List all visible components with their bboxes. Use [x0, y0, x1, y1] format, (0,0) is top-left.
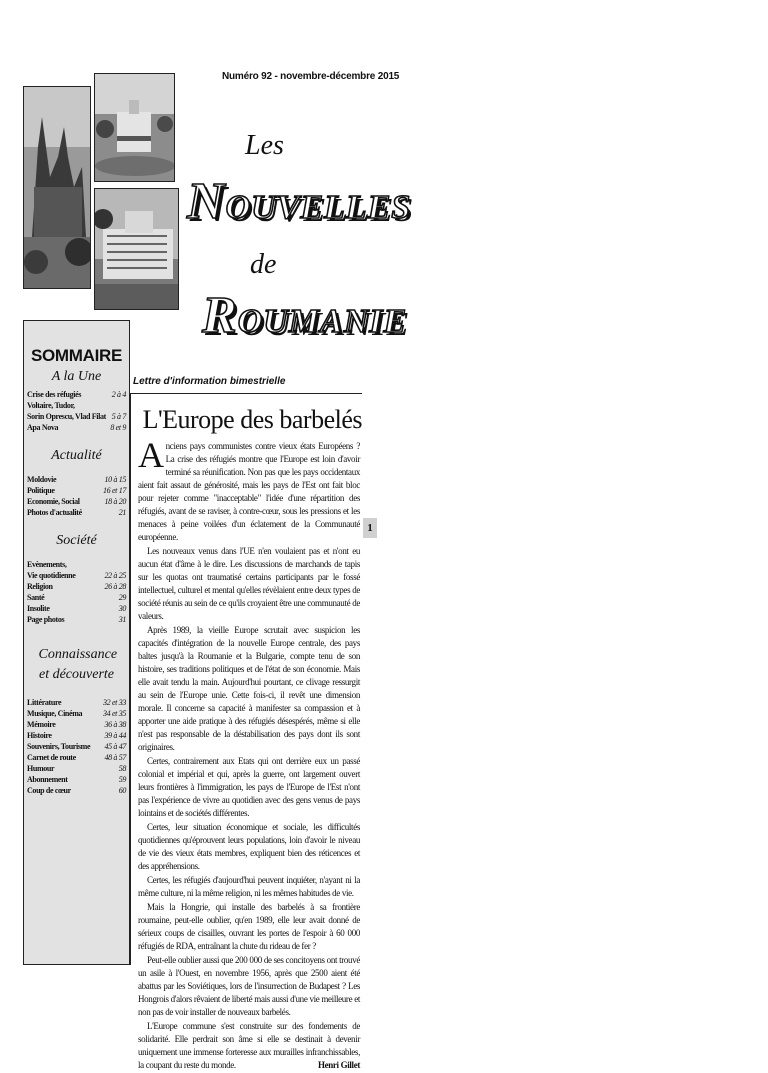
- article-paragraph: Certes, les réfugiés d'aujourd'hui peuvent inquiéter, n'ayant ni la même culture, ni la même religion, ni les mêmes habitudes de vie.: [138, 875, 360, 898]
- toc-item[interactable]: Crise des réfugiés 2 à 4: [27, 390, 126, 399]
- toc-item[interactable]: Histoire 39 à 44: [27, 731, 126, 740]
- toc-item[interactable]: Vie quotidienne 22 à 25: [27, 571, 126, 580]
- article-paragraph: Anciens pays communistes contre vieux états Européens ? La crise des réfugiés montre que l'Europe est loin d'avoir terminé sa réunification. Non pas que les pays occidentaux aient fait assaut de générosité, mais les pays de l'Est ont fait bloc pour rejeter comme "inacceptable" l'idée d'une répartition des réfugiés, avant de se raviser, à contre-cœur, sous les pressions et les menaces à peine voilées d'un éclatement de la Communauté européenne.: [138, 435, 360, 542]
- toc-item[interactable]: Abonnement 59: [27, 775, 126, 784]
- toc-item[interactable]: Coup de cœur 60: [27, 786, 126, 795]
- toc-item[interactable]: Moldovie 10 à 15: [27, 475, 126, 484]
- title-nouvelles-rest: OUVELLES: [225, 189, 412, 226]
- toc-item[interactable]: Littérature 32 et 33: [27, 698, 126, 707]
- toc-item[interactable]: Page photos 31: [27, 615, 126, 624]
- article-paragraph: Mais la Hongrie, qui installe des barbelés à sa frontière roumaine, peut-elle oublier, qu'en 1989, elle leur avait donné de sérieux coups de cisailles, ouvrant les portes de l'espoir à 60 000 réfugiés de RDA, entraînant la chute du rideau de fer ?: [138, 902, 360, 951]
- article-paragraph: Peut-elle oublier aussi que 200 000 de ses concitoyens ont trouvé un asile à l'Ouest, en novembre 1956, après que 2500 aient été abattus par les Soviétiques, lors de l'insurrection de Budapest ? Les Hongrois d'alors rêvaient de liberté mais aussi d'une vie meilleure et non pas de voir installer de nouveaux barbelés.: [138, 955, 360, 1017]
- title-les: Les: [245, 130, 284, 161]
- toc-item[interactable]: Photos d'actualité 21: [27, 508, 126, 517]
- title-roumanie-rest: OUMANIE: [237, 303, 408, 340]
- toc-item[interactable]: Souvenirs, Tourisme 45 à 47: [27, 742, 126, 751]
- toc-item[interactable]: Mémoire 36 à 38: [27, 720, 126, 729]
- article-signature: Henri Gillet: [317, 1060, 360, 1070]
- title-nouvelles: [187, 172, 411, 231]
- toc-item[interactable]: Politique 16 et 17: [27, 486, 126, 495]
- section-heading-societe: Société: [56, 533, 97, 548]
- subtitle: Lettre d'information bimestrielle: [133, 376, 286, 387]
- title-nouvelles-initial: N: [187, 173, 226, 230]
- sommaire-title: SOMMAIRE: [30, 346, 123, 365]
- toc-item[interactable]: Apa Nova 8 et 9: [27, 423, 126, 432]
- divider-side: [130, 393, 131, 965]
- title-roumanie-initial: R: [202, 287, 238, 344]
- toc-item[interactable]: Santé 29: [27, 593, 126, 602]
- title-de: de: [250, 249, 277, 280]
- article-body: [138, 435, 360, 1073]
- toc-item[interactable]: Carnet de route 48 à 57: [27, 753, 126, 762]
- photo-castle: [23, 86, 91, 289]
- sommaire-box: [23, 320, 130, 965]
- article-headline: L'Europe des barbelés: [142, 405, 362, 434]
- drop-cap: A: [138, 435, 164, 475]
- photo-palace: [94, 188, 179, 310]
- article-paragraph: Les nouveaux venus dans l'UE n'en voulaient pas et n'ont eu aucun état d'âme à le dire. Les discussions de marchands de tapis sur les quotas ont traumatisé certains participants par le fossé intellectuel, culturel et mental qu'elles révèlaient entre deux types de société réunis au sein de ce qu'ils croyaient être une communauté de valeurs.: [138, 546, 360, 621]
- photo-coastal-building: [94, 73, 175, 182]
- toc-item[interactable]: Humour 58: [27, 764, 126, 773]
- toc-item[interactable]: Sorin Oprescu, Vlad Filat 5 à 7: [27, 412, 126, 421]
- page-number: 1: [363, 518, 377, 538]
- toc-item[interactable]: Musique, Cinéma 34 et 35: [27, 709, 126, 718]
- toc-item[interactable]: Evènements,: [27, 560, 67, 569]
- article-paragraph: Après 1989, la vieille Europe scrutait avec suspicion les capacités d'intégration de la nouvelle Europe centrale, des pays baltes jusqu'à la Roumanie et la Bulgarie, compte tenu de son histoire, ses traditions politiques et de l'état de son économie. Mais elle avait tendu la main. Aujourd'hui pourtant, ce clivage ressurgit au sein de l'Europe unie. Cette fois-ci, il revêt une dimension morale. Il concerne sa capacité à manifester sa compassion et à apporter une aide pratique à des réfugiés désespérés, même si elle n'est pas responsable de la déstabilisation des pays dont ils sont originaires.: [138, 625, 360, 752]
- section-heading-une: A la Une: [51, 369, 102, 384]
- title-roumanie: [202, 286, 407, 345]
- divider-top: [130, 393, 362, 394]
- toc-item[interactable]: Religion 26 à 28: [27, 582, 126, 591]
- article-paragraph: Certes, leur situation économique et sociale, les difficultés quotidiennes qu'éprouvent leurs populations, loin d'avoir le niveau de vie des vieux états membres, expliquent bien des réticences et des appréhensions.: [138, 822, 360, 871]
- article-paragraph: Certes, contrairement aux Etats qui ont derrière eux un passé colonial et impérial et qui, après la guerre, ont largement ouvert leurs frontières à l'immigration, les pays de l'Europe de l'Est n'ont pas l'expérience de vivre au quotidien avec des gens venus de pays lointains et de sociétés différentes.: [138, 756, 360, 818]
- toc-item[interactable]: Economie, Social 18 à 20: [27, 497, 126, 506]
- toc-item[interactable]: Insolite 30: [27, 604, 126, 613]
- toc-item[interactable]: Voltaire, Tudor,: [27, 401, 75, 410]
- article-paragraph: L'Europe commune s'est construite sur des fondements de solidarité. Elle perdrait son âme si elle se destinait à devenir uniquement une immense forteresse aux murailles infranchissables, la coupant du reste du monde. Henri Gillet: [138, 1021, 360, 1070]
- section-heading-connaissance: Connaissance et découverte: [38, 647, 118, 682]
- section-heading-actualite: Actualité: [51, 448, 102, 463]
- issue-number: Numéro 92 - novembre-décembre 2015: [222, 71, 400, 82]
